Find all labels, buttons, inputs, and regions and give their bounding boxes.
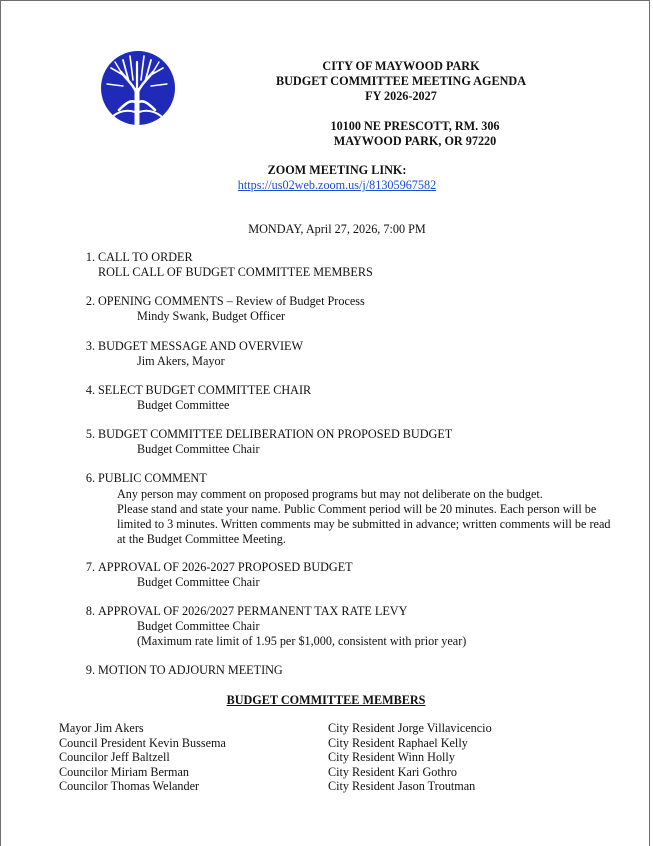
agenda-item-number: 9. xyxy=(85,663,95,677)
agenda-item-number: 3. xyxy=(85,339,95,353)
agenda-item-presenter: Mindy Swank, Budget Officer xyxy=(137,309,286,323)
agenda-item-title: BUDGET COMMITTEE DELIBERATION ON PROPOSED BUDGET xyxy=(98,427,453,441)
agenda-item-number: 2. xyxy=(85,294,95,308)
zoom-label: ZOOM MEETING LINK: xyxy=(267,163,407,177)
agenda-item-presenter: Budget Committee Chair xyxy=(137,575,260,589)
member-name: City Resident Winn Holly xyxy=(328,750,455,765)
member-name: City Resident Raphael Kelly xyxy=(328,735,468,750)
address-line-2: MAYWOOD PARK, OR 97220 xyxy=(333,134,497,148)
members-right-column xyxy=(328,721,492,794)
city-tree-logo-icon xyxy=(99,50,177,126)
public-comment-intro: Any person may comment on proposed programs but may not deliberate on the budget. xyxy=(117,487,543,501)
members-left-column xyxy=(59,721,226,794)
agenda-item-presenter: Budget Committee xyxy=(137,398,230,412)
member-name: Councilor Miriam Berman xyxy=(59,764,189,779)
member-name: Mayor Jim Akers xyxy=(59,721,144,735)
agenda-item-title: APPROVAL OF 2026/2027 PERMANENT TAX RATE LEVY xyxy=(98,604,408,618)
agenda-item-presenter: Budget Committee Chair xyxy=(137,442,260,456)
members-heading: BUDGET COMMITTEE MEMBERS xyxy=(226,693,426,707)
agenda-item-title: CALL TO ORDER xyxy=(98,250,193,264)
member-name: Councilor Thomas Welander xyxy=(59,779,200,794)
member-name: City Resident Kari Gothro xyxy=(328,764,457,779)
agenda-item-title: OPENING COMMENTS – Review of Budget Process xyxy=(98,294,365,308)
agenda-item-number: 4. xyxy=(85,383,95,397)
agenda-item-title: APPROVAL OF 2026-2027 PROPOSED BUDGET xyxy=(98,560,353,574)
document-title: BUDGET COMMITTEE MEETING AGENDA xyxy=(276,74,526,88)
agenda-item-number: 8. xyxy=(85,604,95,618)
address-line-1: 10100 NE PRESCOTT, RM. 306 xyxy=(330,119,500,133)
agenda-item-subtitle: ROLL CALL OF BUDGET COMMITTEE MEMBERS xyxy=(98,265,373,279)
agenda-item-number: 6. xyxy=(85,471,95,485)
org-name: CITY OF MAYWOOD PARK xyxy=(322,59,480,73)
agenda-item-number: 1. xyxy=(85,250,95,264)
public-comment-rules: Please stand and state your name. Public Comment period will be 20 minutes. Each person will be limited to 3 minutes. Written comments may be submitted in advance; written comments will be read at the Budget Committee Meeting. xyxy=(117,502,611,546)
member-name: Councilor Jeff Baltzell xyxy=(59,750,170,765)
agenda-item-number: 7. xyxy=(85,560,95,574)
agenda-item-number: 5. xyxy=(85,427,95,441)
agenda-item-presenter: Jim Akers, Mayor xyxy=(137,354,225,368)
meeting-date: MONDAY, April 27, 2026, 7:00 PM xyxy=(248,222,426,236)
agenda-item-title: PUBLIC COMMENT xyxy=(98,471,207,485)
agenda-item-title: MOTION TO ADJOURN MEETING xyxy=(98,663,283,677)
agenda-item-title: SELECT BUDGET COMMITTEE CHAIR xyxy=(98,383,312,397)
member-name: City Resident Jason Troutman xyxy=(328,779,476,794)
agenda-item-note: (Maximum rate limit of 1.95 per $1,000, consistent with prior year) xyxy=(137,634,467,648)
member-name: City Resident Jorge Villavicencio xyxy=(328,721,492,735)
member-name: Council President Kevin Bussema xyxy=(59,735,226,750)
zoom-meeting-link[interactable]: https://us02web.zoom.us/j/81305967582 xyxy=(237,178,437,192)
agenda-item-presenter: Budget Committee Chair xyxy=(137,619,260,633)
fiscal-year: FY 2026-2027 xyxy=(365,89,437,103)
agenda-item-title: BUDGET MESSAGE AND OVERVIEW xyxy=(98,339,303,353)
